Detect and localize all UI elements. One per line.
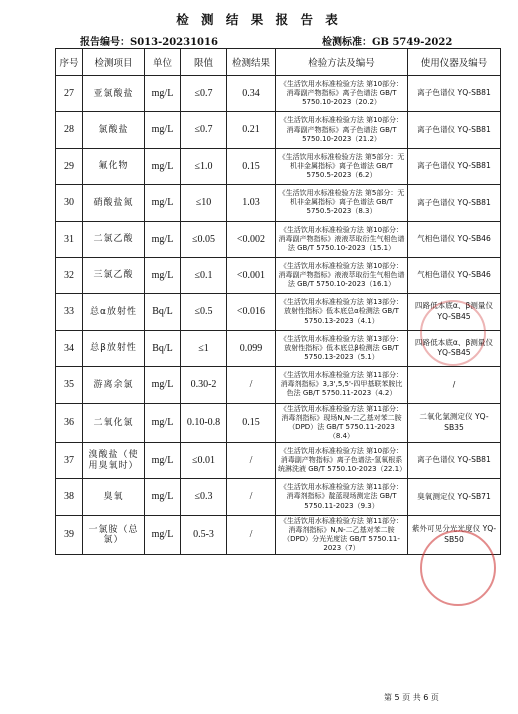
- table-header-row: [56, 49, 501, 76]
- cell-item: 亚氯酸盐: [83, 76, 145, 112]
- header-method: 检验方法及编号: [276, 49, 408, 76]
- cell-unit: mg/L: [145, 221, 181, 257]
- table-row: [56, 185, 501, 221]
- cell-instrument: 四路低本底α、β测量仪 YQ-SB45: [408, 330, 501, 366]
- cell-result: <0.016: [227, 294, 276, 330]
- table-row: [56, 515, 501, 554]
- table-row: [56, 257, 501, 293]
- cell-unit: mg/L: [145, 515, 181, 554]
- cell-item: 游离余氯: [83, 367, 145, 403]
- cell-instrument: 离子色谱仪 YQ-SB81: [408, 112, 501, 148]
- cell-item: 二氧化氯: [83, 403, 145, 442]
- cell-result: <0.002: [227, 221, 276, 257]
- cell-instrument: /: [408, 367, 501, 403]
- report-number: 报告编号：S013-20231016: [80, 37, 218, 48]
- cell-method: 《生活饮用水标准检验方法 第10部分：消毒副产物指标》液液萃取衍生气相色谱法 GB/T 5750.10-2023（16.1）: [276, 257, 408, 293]
- cell-unit: mg/L: [145, 185, 181, 221]
- cell-seq: 36: [56, 403, 83, 442]
- cell-instrument: 二氧化氯测定仪 YQ-SB35: [408, 403, 501, 442]
- table-row: [56, 367, 501, 403]
- cell-method: 《生活饮用水标准检验方法 第10部分：消毒副产物指标》液液萃取衍生气相色谱法 GB/T 5750.10-2023（15.1）: [276, 221, 408, 257]
- cell-item: 总β放射性: [83, 330, 145, 366]
- cell-limit: 0.30-2: [181, 367, 227, 403]
- cell-result: 0.21: [227, 112, 276, 148]
- table-row: [56, 148, 501, 184]
- cell-unit: mg/L: [145, 479, 181, 515]
- cell-result: /: [227, 515, 276, 554]
- cell-unit: mg/L: [145, 148, 181, 184]
- cell-result: /: [227, 367, 276, 403]
- cell-method: 《生活饮用水标准检验方法 第10部分：消毒副产物指标》离子色谱法-氢氧根系统淋洗液 GB/T 5750.10-2023（22.1）: [276, 442, 408, 478]
- cell-instrument: 气相色谱仪 YQ-SB46: [408, 221, 501, 257]
- cell-seq: 30: [56, 185, 83, 221]
- cell-method: 《生活饮用水标准检验方法 第13部分：放射性指标》低本底总β检测法 GB/T 5750.13-2023（5.1）: [276, 330, 408, 366]
- cell-result: 0.15: [227, 148, 276, 184]
- cell-item: 臭氧: [83, 479, 145, 515]
- header-unit: 单位: [145, 49, 181, 76]
- cell-instrument: 四路低本底α、β测量仪 YQ-SB45: [408, 294, 501, 330]
- cell-result: 1.03: [227, 185, 276, 221]
- test-standard: 检测标准：GB 5749-2022: [322, 37, 453, 48]
- cell-method: 《生活饮用水标准检验方法 第11部分：消毒剂指标》现场N,N-二乙基对苯二胺（DPD）法 GB/T 5750.11-2023（8.4）: [276, 403, 408, 442]
- table-row: [56, 76, 501, 112]
- cell-limit: ≤10: [181, 185, 227, 221]
- cell-unit: Bq/L: [145, 294, 181, 330]
- cell-method: 《生活饮用水标准检验方法 第5部分：无机非金属指标》离子色谱法 GB/T 5750.5-2023（6.2）: [276, 148, 408, 184]
- cell-result: 0.34: [227, 76, 276, 112]
- cell-method: 《生活饮用水标准检验方法 第10部分：消毒副产物指标》离子色谱法 GB/T 5750.10-2023（21.2）: [276, 112, 408, 148]
- cell-result: 0.099: [227, 330, 276, 366]
- cell-limit: ≤0.7: [181, 112, 227, 148]
- cell-instrument: 离子色谱仪 YQ-SB81: [408, 185, 501, 221]
- results-table: [55, 48, 501, 555]
- cell-instrument: 离子色谱仪 YQ-SB81: [408, 76, 501, 112]
- cell-limit: ≤0.3: [181, 479, 227, 515]
- cell-limit: ≤0.05: [181, 221, 227, 257]
- cell-method: 《生活饮用水标准检验方法 第11部分：消毒剂指标》N,N-二乙基对苯二胺（DPD）分光光度法 GB/T 5750.11-2023（7）: [276, 515, 408, 554]
- header-limit: 限值: [181, 49, 227, 76]
- header-instrument: 使用仪器及编号: [408, 49, 501, 76]
- cell-limit: ≤1: [181, 330, 227, 366]
- cell-method: 《生活饮用水标准检验方法 第5部分：无机非金属指标》离子色谱法 GB/T 5750.5-2023（8.3）: [276, 185, 408, 221]
- page-number: 第 5 页 共 6 页: [384, 693, 439, 702]
- cell-result: /: [227, 479, 276, 515]
- header-item: 检测项目: [83, 49, 145, 76]
- header-seq: 序号: [56, 49, 83, 76]
- cell-unit: mg/L: [145, 76, 181, 112]
- cell-unit: Bq/L: [145, 330, 181, 366]
- table-row: [56, 479, 501, 515]
- cell-instrument: 紫外可见分光光度仪 YQ-SB50: [408, 515, 501, 554]
- cell-seq: 29: [56, 148, 83, 184]
- header-result: 检测结果: [227, 49, 276, 76]
- cell-seq: 31: [56, 221, 83, 257]
- cell-seq: 33: [56, 294, 83, 330]
- cell-limit: ≤0.01: [181, 442, 227, 478]
- cell-method: 《生活饮用水标准检验方法 第11部分：消毒剂指标》3,3',5,5'-四甲基联苯胺比色法 GB/T 5750.11-2023（4.2）: [276, 367, 408, 403]
- cell-item: 三氯乙酸: [83, 257, 145, 293]
- cell-limit: 0.10-0.8: [181, 403, 227, 442]
- cell-instrument: 离子色谱仪 YQ-SB81: [408, 442, 501, 478]
- cell-unit: mg/L: [145, 112, 181, 148]
- table-row: [56, 221, 501, 257]
- cell-item: 一氯胺（总氯）: [83, 515, 145, 554]
- cell-seq: 38: [56, 479, 83, 515]
- cell-item: 氟化物: [83, 148, 145, 184]
- cell-instrument: 离子色谱仪 YQ-SB81: [408, 148, 501, 184]
- table-row: [56, 294, 501, 330]
- cell-result: /: [227, 442, 276, 478]
- cell-seq: 27: [56, 76, 83, 112]
- cell-unit: mg/L: [145, 403, 181, 442]
- cell-method: 《生活饮用水标准检验方法 第13部分：放射性指标》低本底总α检测法 GB/T 5750.13-2023（4.1）: [276, 294, 408, 330]
- cell-seq: 28: [56, 112, 83, 148]
- cell-limit: ≤0.1: [181, 257, 227, 293]
- cell-item: 二氯乙酸: [83, 221, 145, 257]
- cell-limit: ≤0.7: [181, 76, 227, 112]
- cell-instrument: 臭氧测定仪 YQ-SB71: [408, 479, 501, 515]
- cell-unit: mg/L: [145, 367, 181, 403]
- cell-seq: 32: [56, 257, 83, 293]
- cell-limit: ≤0.5: [181, 294, 227, 330]
- cell-item: 溴酸盐（使用臭氧时）: [83, 442, 145, 478]
- cell-seq: 35: [56, 367, 83, 403]
- cell-item: 硝酸盐氮: [83, 185, 145, 221]
- cell-unit: mg/L: [145, 442, 181, 478]
- cell-instrument: 气相色谱仪 YQ-SB46: [408, 257, 501, 293]
- cell-unit: mg/L: [145, 257, 181, 293]
- cell-item: 总α放射性: [83, 294, 145, 330]
- cell-seq: 37: [56, 442, 83, 478]
- cell-result: 0.15: [227, 403, 276, 442]
- cell-method: 《生活饮用水标准检验方法 第11部分：消毒剂指标》靛蓝现场测定法 GB/T 5750.11-2023（9.3）: [276, 479, 408, 515]
- table-row: [56, 330, 501, 366]
- table-row: [56, 442, 501, 478]
- cell-item: 氯酸盐: [83, 112, 145, 148]
- cell-result: <0.001: [227, 257, 276, 293]
- cell-seq: 34: [56, 330, 83, 366]
- cell-seq: 39: [56, 515, 83, 554]
- table-row: [56, 112, 501, 148]
- table-row: [56, 403, 501, 442]
- cell-limit: 0.5-3: [181, 515, 227, 554]
- cell-method: 《生活饮用水标准检验方法 第10部分：消毒副产物指标》离子色谱法 GB/T 5750.10-2023（20.2）: [276, 76, 408, 112]
- cell-limit: ≤1.0: [181, 148, 227, 184]
- report-title: 检 测 结 果 报 告 表: [176, 12, 342, 27]
